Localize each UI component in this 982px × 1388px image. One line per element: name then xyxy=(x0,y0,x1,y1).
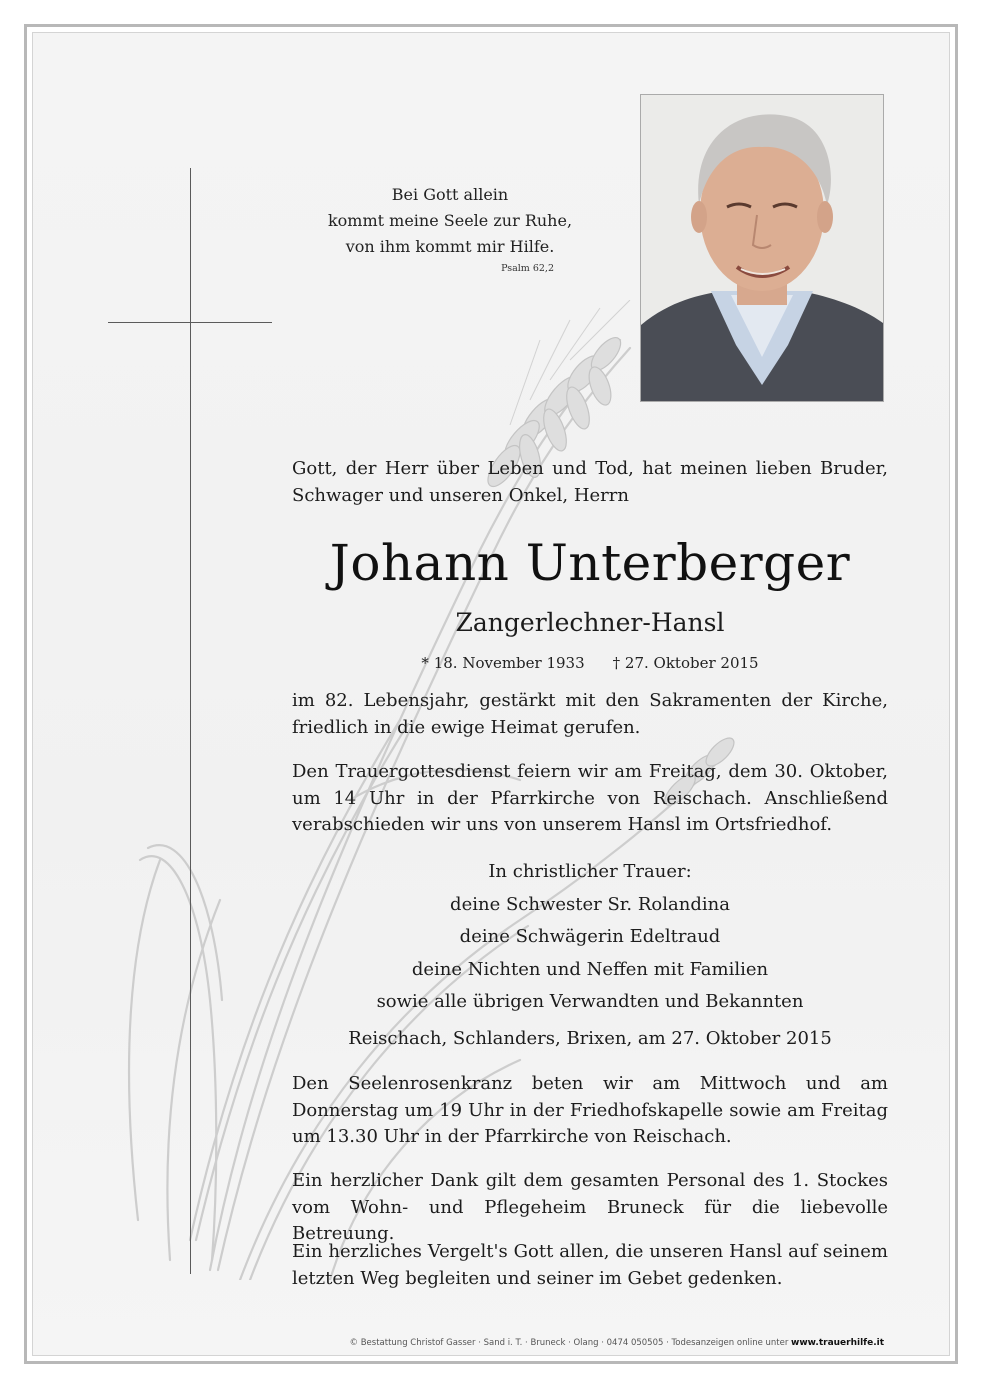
place-and-date: Reischach, Schlanders, Brixen, am 27. Oktober 2015 xyxy=(348,1028,832,1049)
deceased-nickname: Zangerlechner-Hansl xyxy=(455,608,725,637)
rosary-text: Den Seelenrosenkranz beten wir am Mittwoch und am Donnerstag um 19 Uhr in der Friedhofskapelle sowie am Freitag um 13.30 Uhr in der Pfarrkirche von Reischach. xyxy=(292,1073,888,1147)
passing-text: im 82. Lebensjahr, gestärkt mit den Sakramenten der Kirche, friedlich in die ewige Heimat gerufen. xyxy=(292,690,888,738)
cross-vertical-bar xyxy=(190,168,191,1274)
mourner-entry: deine Schwester Sr. Rolandina xyxy=(450,893,730,915)
quote-line: Bei Gott allein xyxy=(391,185,509,204)
mourner-entry: sowie alle übrigen Verwandten und Bekannten xyxy=(376,991,804,1012)
footer-text: © Bestattung Christof Gasser · Sand i. T. · Bruneck · Olang · 0474 050505 · Todesanzeigen online unter xyxy=(349,1338,789,1348)
cross-horizontal-bar xyxy=(108,322,272,323)
death-date: † 27. Oktober 2015 xyxy=(612,654,759,672)
footer xyxy=(40,1338,884,1348)
deceased-name: Johann Unterberger xyxy=(329,534,851,592)
mourner-entry: deine Schwägerin Edeltraud xyxy=(459,926,721,947)
mourner-entry: deine Nichten und Neffen mit Familien xyxy=(411,958,769,980)
bible-quote xyxy=(300,182,600,278)
mourners-heading: In christlicher Trauer: xyxy=(488,861,692,882)
footer-link[interactable]: www.trauerhilfe.it xyxy=(791,1338,884,1348)
intro-text: Gott, der Herr über Leben und Tod, hat meinen lieben Bruder, Schwager und unseren Onkel, Herrn xyxy=(292,458,888,506)
thanks-text: Ein herzlicher Dank gilt dem gesamten Personal des 1. Stockes vom Wohn- und Pflegeheim Bruneck für die liebevolle Betreuung. xyxy=(292,1170,888,1244)
portrait-photo xyxy=(640,94,884,402)
funeral-text: Den Trauergottesdienst feiern wir am Freitag, dem 30. Oktober, um 14 Uhr in der Pfarrkirche von Reischach. Anschließend verabschieden wir uns von unserem Hansl im Ortsfriedhof. xyxy=(292,761,888,835)
closing-text: Ein herzliches Vergelt's Gott allen, die unseren Hansl auf seinem letzten Weg begleiten und seiner im Gebet gedenken. xyxy=(292,1241,888,1289)
quote-line: kommt meine Seele zur Ruhe, xyxy=(327,211,573,230)
mourners-list xyxy=(292,856,888,1019)
birth-date: * 18. November 1933 xyxy=(421,654,585,672)
portrait-image xyxy=(641,95,883,401)
quote-line: von ihm kommt mir Hilfe. xyxy=(345,237,555,256)
life-dates xyxy=(292,652,888,674)
quote-reference: Psalm 62,2 xyxy=(501,263,554,274)
